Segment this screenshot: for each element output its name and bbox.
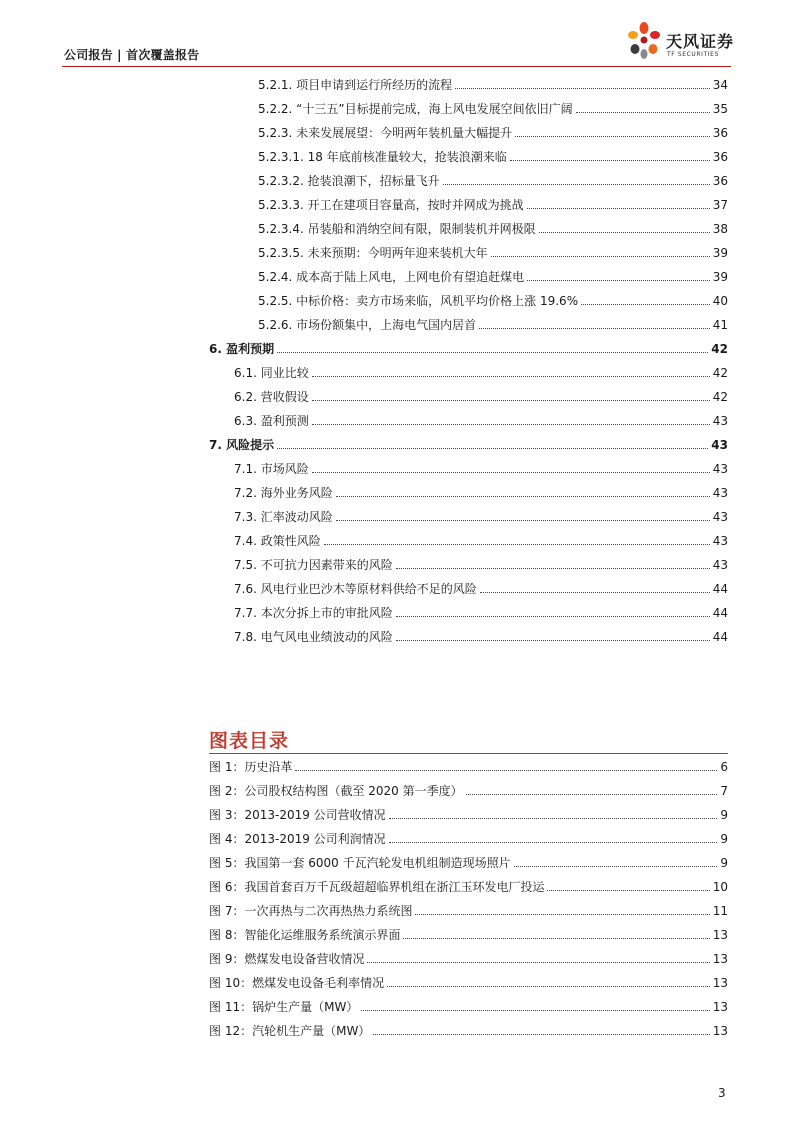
figure-entry[interactable]	[209, 806, 728, 822]
figure-entry-label: 图 7：一次再热与二次再热热力系统图	[209, 904, 413, 918]
figure-entry-page: 13	[712, 952, 728, 966]
figure-entry[interactable]	[209, 854, 728, 870]
toc-entry-page: 36	[712, 126, 728, 140]
toc-entry[interactable]	[258, 196, 728, 212]
figure-entry-page: 9	[720, 808, 728, 822]
toc-leader-dots	[527, 208, 710, 209]
toc-leader-dots	[527, 280, 710, 281]
toc-entry-label: 7.5. 不可抗力因素带来的风险	[234, 558, 393, 572]
toc-leader-dots	[312, 400, 710, 401]
toc-entry-label: 5.2.3.1. 18 年底前核准量较大，抢装浪潮来临	[258, 150, 507, 164]
toc-leader-dots	[324, 544, 710, 545]
toc-entry[interactable]	[234, 532, 728, 548]
toc-leader-dots	[312, 376, 710, 377]
toc-leader-dots	[367, 962, 709, 963]
toc-leader-dots	[336, 520, 710, 521]
toc-entry-label: 5.2.6. 市场份额集中，上海电气国内居首	[258, 318, 477, 332]
figure-entry-page: 10	[712, 880, 728, 894]
toc-entry-label: 5.2.3.5. 未来预期：今明两年迎来装机大年	[258, 246, 488, 260]
toc-entry-page: 36	[712, 150, 728, 164]
toc-entry[interactable]	[258, 172, 728, 188]
figure-entry[interactable]	[209, 974, 728, 990]
toc-entry[interactable]	[234, 628, 728, 644]
toc-entry[interactable]	[258, 148, 728, 164]
toc-leader-dots	[581, 304, 710, 305]
toc-leader-dots	[312, 424, 710, 425]
toc-chapter[interactable]	[209, 436, 728, 452]
toc-entry-page: 34	[712, 78, 728, 92]
header-divider	[62, 66, 731, 67]
toc-leader-dots	[336, 496, 710, 497]
figure-entry[interactable]	[209, 950, 728, 966]
figure-entry[interactable]	[209, 830, 728, 846]
toc-entry-page: 43	[712, 534, 728, 548]
toc-entry-label: 5.2.3. 未来发展展望：今明两年装机量大幅提升	[258, 126, 513, 140]
figure-entry-label: 图 12：汽轮机生产量（MW）	[209, 1024, 371, 1038]
toc-entry-label: 6.1. 同业比较	[234, 366, 309, 380]
figure-entry-label: 图 2：公司股权结构图（截至 2020 第一季度）	[209, 784, 463, 798]
toc-leader-dots	[539, 232, 710, 233]
toc-entry[interactable]	[234, 604, 728, 620]
flower-logo-icon	[622, 20, 664, 62]
toc-leader-dots	[312, 472, 710, 473]
page-number: 3	[718, 1086, 726, 1100]
toc-chapter-page: 43	[711, 438, 728, 452]
toc-entry-label: 7.2. 海外业务风险	[234, 486, 333, 500]
toc-entry-page: 41	[712, 318, 728, 332]
figure-entry-page: 13	[712, 976, 728, 990]
toc-leader-dots	[480, 592, 710, 593]
toc-entry-label: 5.2.2. “十三五”目标提前完成，海上风电发展空间依旧广阔	[258, 102, 573, 116]
figure-entry-page: 13	[712, 1024, 728, 1038]
figure-entry[interactable]	[209, 998, 728, 1014]
toc-entry-label: 7.6. 风电行业巴沙木等原材料供给不足的风险	[234, 582, 477, 596]
toc-entry[interactable]	[234, 412, 728, 428]
report-type-title: 公司报告 | 首次覆盖报告	[64, 48, 200, 62]
figure-entry-page: 7	[720, 784, 728, 798]
figure-entry-label: 图 5：我国第一套 6000 千瓦汽轮发电机组制造现场照片	[209, 856, 511, 870]
toc-leader-dots	[479, 328, 710, 329]
figure-entry-label: 图 1：历史沿革	[209, 760, 293, 774]
toc-entry-label: 5.2.3.3. 开工在建项目容量高，按时并网成为挑战	[258, 198, 524, 212]
figure-entry[interactable]	[209, 878, 728, 894]
toc-entry-page: 43	[712, 558, 728, 572]
toc-entry-label: 5.2.3.2. 抢装浪潮下，招标量飞升	[258, 174, 440, 188]
toc-entry-label: 7.4. 政策性风险	[234, 534, 321, 548]
figure-entry[interactable]	[209, 902, 728, 918]
toc-leader-dots	[547, 890, 709, 891]
toc-entry-page: 39	[712, 270, 728, 284]
toc-entry[interactable]	[258, 124, 728, 140]
toc-leader-dots	[455, 88, 710, 89]
toc-entry-label: 6.3. 盈利预测	[234, 414, 309, 428]
toc-entry-page: 36	[712, 174, 728, 188]
toc-entry[interactable]	[234, 508, 728, 524]
toc-entry-page: 42	[712, 390, 728, 404]
toc-chapter[interactable]	[209, 340, 728, 356]
toc-leader-dots	[361, 1010, 709, 1011]
toc-entry-page: 43	[712, 510, 728, 524]
figure-entry-label: 图 4：2013-2019 公司利润情况	[209, 832, 386, 846]
figure-entry-page: 6	[720, 760, 728, 774]
figure-entry-label: 图 3：2013-2019 公司营收情况	[209, 808, 386, 822]
toc-leader-dots	[443, 184, 710, 185]
toc-leader-dots	[277, 448, 708, 449]
toc-entry-page: 37	[712, 198, 728, 212]
figure-entry-label: 图 10：燃煤发电设备毛利率情况	[209, 976, 385, 990]
figure-entry[interactable]	[209, 782, 728, 798]
toc-entry-label: 5.2.1. 项目申请到运行所经历的流程	[258, 78, 453, 92]
toc-entry-page: 43	[712, 414, 728, 428]
figure-entry-page: 13	[712, 928, 728, 942]
toc-entry-label: 6.2. 营收假设	[234, 390, 309, 404]
toc-entry[interactable]	[234, 556, 728, 572]
toc-entry[interactable]	[234, 388, 728, 404]
figure-entry-label: 图 9：燃煤发电设备营收情况	[209, 952, 365, 966]
toc-leader-dots	[576, 112, 710, 113]
toc-entry-label: 5.2.5. 中标价格：卖方市场来临，风机平均价格上涨 19.6%	[258, 294, 579, 308]
toc-entry[interactable]	[234, 460, 728, 476]
toc-entry[interactable]	[258, 292, 728, 308]
toc-leader-dots	[295, 770, 717, 771]
toc-leader-dots	[389, 818, 718, 819]
toc-entry-page: 39	[712, 246, 728, 260]
toc-leader-dots	[415, 914, 709, 915]
figure-entry-page: 9	[720, 832, 728, 846]
figure-entry-label: 图 8：智能化运维服务系统演示界面	[209, 928, 401, 942]
toc-entry-label: 5.2.3.4. 吊装船和消纳空间有限，限制装机并网极限	[258, 222, 536, 236]
toc-entry-page: 43	[712, 486, 728, 500]
toc-leader-dots	[389, 842, 718, 843]
toc-entry[interactable]	[258, 268, 728, 284]
toc-entry-label: 7.8. 电气风电业绩波动的风险	[234, 630, 393, 644]
toc-entry-page: 44	[712, 606, 728, 620]
toc-entry-page: 42	[712, 366, 728, 380]
toc-chapter-label: 7. 风险提示	[209, 438, 275, 452]
toc-entry[interactable]	[234, 364, 728, 380]
toc-entry-page: 43	[712, 462, 728, 476]
toc-leader-dots	[510, 160, 710, 161]
toc-leader-dots	[373, 1034, 709, 1035]
figure-list-heading: 图表目录	[209, 730, 290, 752]
toc-entry-label: 7.7. 本次分拆上市的审批风险	[234, 606, 393, 620]
toc-leader-dots	[491, 256, 710, 257]
figure-entry-label: 图 6：我国首套百万千瓦级超超临界机组在浙江玉环发电厂投运	[209, 880, 545, 894]
figure-entry-page: 9	[720, 856, 728, 870]
toc-entry-page: 38	[712, 222, 728, 236]
toc-entry[interactable]	[258, 220, 728, 236]
toc-entry-page: 44	[712, 582, 728, 596]
figure-list-divider	[209, 753, 728, 754]
toc-entry-page: 35	[712, 102, 728, 116]
figure-entry[interactable]	[209, 926, 728, 942]
logo-chinese-name: 天风证券	[666, 32, 735, 51]
toc-leader-dots	[387, 986, 710, 987]
toc-leader-dots	[277, 352, 708, 353]
company-logo	[622, 20, 737, 62]
toc-entry-label: 7.3. 汇率波动风险	[234, 510, 333, 524]
figure-entry-page: 11	[712, 904, 728, 918]
toc-entry-label: 5.2.4. 成本高于陆上风电，上网电价有望追赶煤电	[258, 270, 525, 284]
toc-entry[interactable]	[258, 100, 728, 116]
toc-leader-dots	[515, 136, 710, 137]
figure-entry-page: 13	[712, 1000, 728, 1014]
logo-english-name: TF SECURITIES	[667, 51, 719, 58]
toc-chapter-label: 6. 盈利预期	[209, 342, 275, 356]
figure-entry[interactable]	[209, 1022, 728, 1038]
figure-entry-label: 图 11：锅炉生产量（MW）	[209, 1000, 359, 1014]
toc-entry[interactable]	[258, 76, 728, 92]
toc-leader-dots	[514, 866, 718, 867]
toc-entry[interactable]	[258, 244, 728, 260]
toc-entry[interactable]	[234, 580, 728, 596]
figure-entry[interactable]	[209, 758, 728, 774]
toc-entry-label: 7.1. 市场风险	[234, 462, 309, 476]
toc-leader-dots	[396, 568, 710, 569]
toc-leader-dots	[466, 794, 718, 795]
toc-entry-page: 44	[712, 630, 728, 644]
toc-entry[interactable]	[258, 316, 728, 332]
toc-leader-dots	[403, 938, 709, 939]
toc-chapter-page: 42	[711, 342, 728, 356]
toc-entry-page: 40	[712, 294, 728, 308]
toc-leader-dots	[396, 616, 710, 617]
toc-leader-dots	[396, 640, 710, 641]
toc-entry[interactable]	[234, 484, 728, 500]
